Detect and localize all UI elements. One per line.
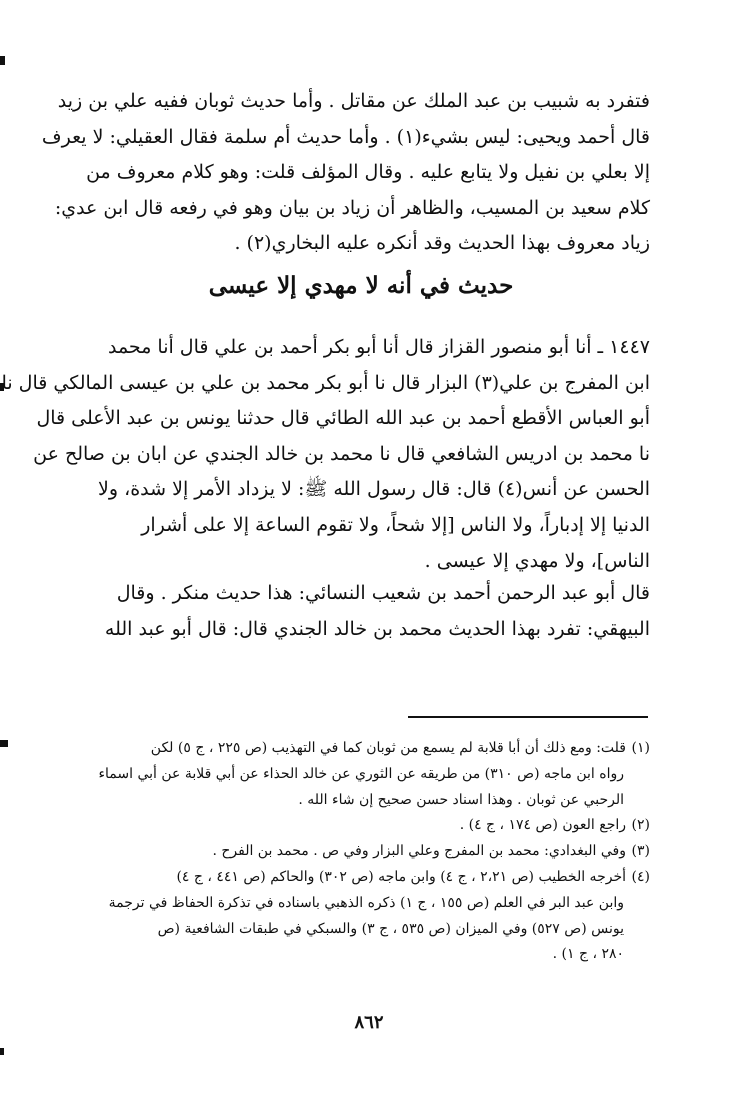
footnote-text: قلت: ومع ذلك أن أبا قلابة لم يسمع من ثوبان كما في التهذيب (ص ٢٢٥ ، ج ٥) لكن	[150, 740, 626, 756]
text-line: نا محمد بن ادريس الشافعي قال نا محمد بن خالد الجندي عن ابان بن صالح عن	[33, 442, 650, 465]
footnote-text: راجع العون (ص ١٧٤ ، ج ٤) .	[459, 817, 626, 834]
footnote-text: رواه ابن ماجه (ص ٣١٠) من طريقه عن الثوري عن خالد الحذاء عن أبي قلابة عن أبي اسماء	[98, 765, 624, 782]
text-line: الحسن عن أنس(٤) قال: قال رسول الله ﷺ: لا يزداد الأمر إلا شدة، ولا	[98, 478, 650, 501]
text-line: ١٤٤٧ ـ أنا أبو منصور القزاز قال أنا أبو بكر أحمد بن علي قال أنا محمد	[107, 336, 650, 358]
footnote-divider	[408, 716, 648, 718]
footnote-text: وفي البغدادي: محمد بن المفرج وعلي البزار وفي ص . محمد بن الفرح .	[212, 843, 626, 860]
text-line: أبو العباس الأقطع أحمد بن عبد الله الطائي قال حدثنا يونس بن عبد الأعلى قال	[36, 407, 650, 430]
text-line: الدنيا إلا إدباراً، ولا الناس [إلا شحاً، ولا تقوم الساعة إلا على أشرار	[141, 513, 650, 536]
footnote-number: (٢)	[631, 817, 650, 834]
footnote-text: الرحبي عن ثوبان . وهذا اسناد حسن صحيح إن شاء الله .	[298, 791, 624, 808]
text-line: زياد معروف بهذا الحديث وقد أنكره عليه البخاري(٢) .	[234, 232, 650, 255]
footnote-2	[72, 813, 650, 839]
footnotes	[72, 736, 650, 968]
page-number: ٨٦٢	[354, 1012, 384, 1033]
scan-edge-mark	[0, 740, 8, 747]
text-line: قال أحمد ويحيى: ليس بشيء(١) . وأما حديث أم سلمة فقال العقيلي: لا يعرف	[41, 125, 650, 148]
body-paragraph-2	[1, 330, 650, 579]
footnote-3	[72, 839, 650, 865]
text-line: كلام سعيد بن المسيب، والظاهر أن زياد بن بيان وهو في رفعه قال ابن عدي:	[54, 196, 650, 219]
footnote-number: (٤)	[631, 868, 650, 885]
body-paragraph-1	[41, 84, 650, 262]
footnote-text: أخرجه الخطيب (ص ٢،٢١ ، ج ٤) وابن ماجه (ص ٣٠٢) والحاكم (ص ٤٤١ ، ج ٤)	[176, 868, 626, 885]
text-line: ابن المفرج بن علي(٣) البزار قال نا أبو بكر محمد بن علي بن عيسى المالكي قال نا	[1, 371, 650, 394]
footnote-text: ٢٨٠ ، ج ١) .	[552, 946, 624, 963]
text-line: الناس]، ولا مهدي إلا عيسى .	[424, 549, 650, 572]
section-heading: حديث في أنه لا مهدي إلا عيسى	[208, 272, 514, 299]
scan-edge-mark	[0, 1048, 4, 1055]
scan-edge-mark	[0, 56, 5, 65]
text-line: البيهقي: تفرد بهذا الحديث محمد بن خالد الجندي قال: قال أبو عبد الله	[104, 617, 650, 640]
footnote-text: يونس (ص ٥٢٧) وفي الميزان (ص ٥٣٥ ، ج ٣) والسبكي في طبقات الشافعية (ص	[157, 920, 624, 937]
text-line: فتفرد به شبيب بن عبد الملك عن مقاتل . وأما حديث ثوبان ففيه علي بن زيد	[57, 90, 650, 112]
footnote-number: (٣)	[631, 843, 650, 860]
footnote-4	[72, 865, 650, 968]
footnote-number: (١)	[631, 740, 650, 756]
text-line: قال أبو عبد الرحمن أحمد بن شعيب النسائي: هذا حديث منكر . وقال	[116, 582, 650, 604]
body-paragraph-3	[72, 576, 650, 647]
footnote-1	[72, 736, 650, 813]
text-line: إلا بعلي بن نفيل ولا يتابع عليه . وقال المؤلف قلت: وهو كلام معروف من	[86, 161, 650, 184]
footnote-text: وابن عبد البر في العلم (ص ١٥٥ ، ج ١) ذكره الذهبي باسناده في تذكرة الحفاظ في ترجمة	[108, 894, 624, 911]
